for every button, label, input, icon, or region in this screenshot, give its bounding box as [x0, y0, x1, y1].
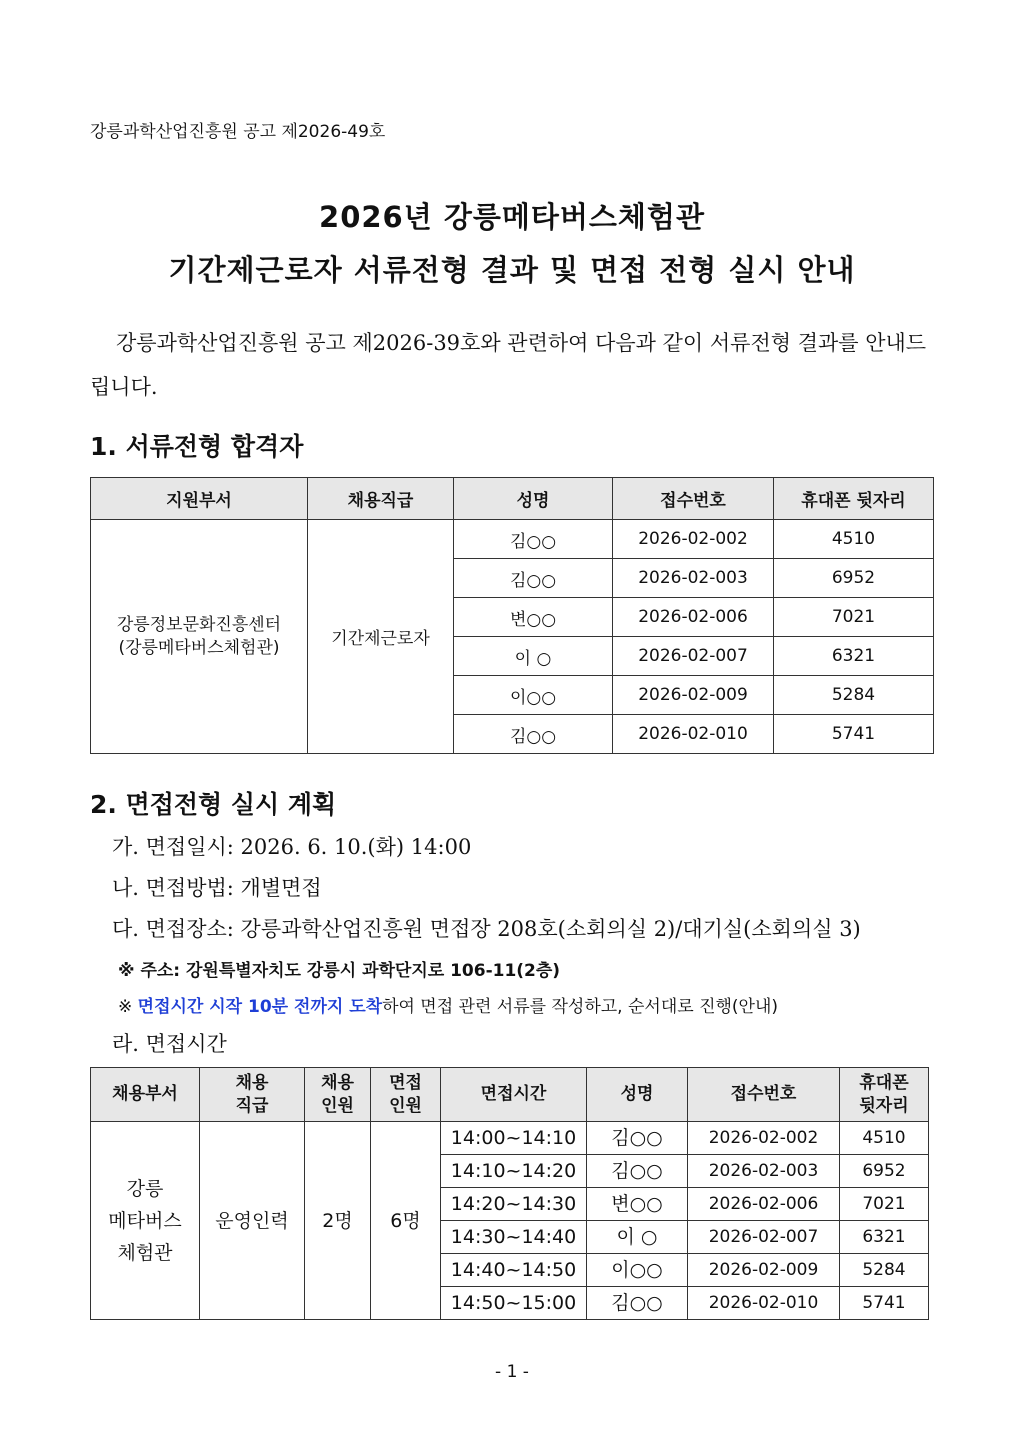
header-hire-count: 채용 인원	[305, 1068, 371, 1122]
receipt-cell: 2026-02-002	[688, 1122, 840, 1155]
title-line-1: 2026년 강릉메타버스체험관	[319, 200, 705, 234]
name-cell: 김○○	[454, 520, 613, 559]
interview-time-label: 라. 면접시간	[112, 1032, 227, 1056]
intro-paragraph: 강릉과학산업진흥원 공고 제2026-39호와 관련하여 다음과 같이 서류전형 결과를 안내드립니다.	[90, 331, 927, 399]
receipt-cell: 2026-02-010	[613, 715, 774, 754]
time-cell: 14:40~14:50	[441, 1254, 587, 1287]
name-cell: 김○○	[454, 559, 613, 598]
section-2-heading: 2. 면접전형 실시 계획	[90, 790, 337, 819]
receipt-cell: 2026-02-009	[613, 676, 774, 715]
header-phone: 휴대폰 뒷자리	[774, 478, 934, 520]
table-header-row	[91, 1068, 929, 1122]
receipt-cell: 2026-02-007	[688, 1221, 840, 1254]
phone-cell: 5284	[840, 1254, 929, 1287]
department-cell: 강릉정보문화진흥센터 (강릉메타버스체험관)	[91, 520, 308, 754]
time-cell: 14:50~15:00	[441, 1287, 587, 1320]
address-note: ※ 주소: 강원특별자치도 강릉시 과학단지로 106-11(2층)	[118, 961, 561, 981]
interview-location: 다. 면접장소: 강릉과학산업진흥원 면접장 208호(소회의실 2)/대기실(소회의실 3)	[112, 917, 861, 941]
position-cell: 기간제근로자	[308, 520, 454, 754]
section-1-heading: 1. 서류전형 합격자	[90, 432, 304, 461]
header-receipt: 접수번호	[613, 478, 774, 520]
table-row	[91, 520, 934, 559]
header-name: 성명	[587, 1068, 688, 1122]
header-interview-time: 면접시간	[441, 1068, 587, 1122]
time-cell: 14:20~14:30	[441, 1188, 587, 1221]
time-cell: 14:00~14:10	[441, 1122, 587, 1155]
interview-date: 가. 면접일시: 2026. 6. 10.(화) 14:00	[112, 835, 472, 859]
name-cell: 이 ○	[454, 637, 613, 676]
time-cell: 14:10~14:20	[441, 1155, 587, 1188]
name-cell: 이○○	[587, 1254, 688, 1287]
name-cell: 변○○	[454, 598, 613, 637]
name-cell: 김○○	[587, 1155, 688, 1188]
note-mark: ※	[118, 997, 138, 1017]
header-name: 성명	[454, 478, 613, 520]
table-header-row	[91, 478, 934, 520]
receipt-cell: 2026-02-003	[613, 559, 774, 598]
receipt-cell: 2026-02-010	[688, 1287, 840, 1320]
header-department: 지원부서	[91, 478, 308, 520]
page-number: - 1 -	[495, 1362, 529, 1382]
receipt-cell: 2026-02-009	[688, 1254, 840, 1287]
header-phone: 휴대폰 뒷자리	[840, 1068, 929, 1122]
phone-cell: 7021	[840, 1188, 929, 1221]
phone-cell: 6321	[774, 637, 934, 676]
document-pass-table	[90, 477, 934, 754]
header-interview-count: 면접 인원	[371, 1068, 441, 1122]
phone-cell: 7021	[774, 598, 934, 637]
document-number: 강릉과학산업진흥원 공고 제2026-49호	[90, 122, 386, 142]
name-cell: 변○○	[587, 1188, 688, 1221]
header-position: 채용 직급	[200, 1068, 305, 1122]
receipt-cell: 2026-02-002	[613, 520, 774, 559]
interview-schedule-table	[90, 1067, 929, 1320]
interview-count-cell: 6명	[371, 1122, 441, 1320]
receipt-cell: 2026-02-006	[688, 1188, 840, 1221]
phone-cell: 5284	[774, 676, 934, 715]
name-cell: 이○○	[454, 676, 613, 715]
name-cell: 김○○	[587, 1287, 688, 1320]
arrival-highlight: 면접시간 시작 10분 전까지 도착	[137, 997, 383, 1017]
phone-cell: 4510	[840, 1122, 929, 1155]
arrival-note	[118, 992, 778, 1017]
interview-method: 나. 면접방법: 개별면접	[112, 876, 322, 900]
note-rest: 하여 면접 관련 서류를 작성하고, 순서대로 진행(안내)	[382, 997, 779, 1017]
phone-cell: 5741	[774, 715, 934, 754]
header-position: 채용직급	[308, 478, 454, 520]
phone-cell: 6952	[840, 1155, 929, 1188]
phone-cell: 6321	[840, 1221, 929, 1254]
phone-cell: 4510	[774, 520, 934, 559]
phone-cell: 5741	[840, 1287, 929, 1320]
phone-cell: 6952	[774, 559, 934, 598]
name-cell: 김○○	[454, 715, 613, 754]
header-department: 채용부서	[91, 1068, 200, 1122]
receipt-cell: 2026-02-003	[688, 1155, 840, 1188]
receipt-cell: 2026-02-007	[613, 637, 774, 676]
title-line-2: 기간제근로자 서류전형 결과 및 면접 전형 실시 안내	[168, 253, 856, 287]
name-cell: 이 ○	[587, 1221, 688, 1254]
position-cell: 운영인력	[200, 1122, 305, 1320]
table-row	[91, 1122, 929, 1155]
hire-count-cell: 2명	[305, 1122, 371, 1320]
receipt-cell: 2026-02-006	[613, 598, 774, 637]
department-cell: 강릉 메타버스 체험관	[91, 1122, 200, 1320]
time-cell: 14:30~14:40	[441, 1221, 587, 1254]
name-cell: 김○○	[587, 1122, 688, 1155]
header-receipt: 접수번호	[688, 1068, 840, 1122]
